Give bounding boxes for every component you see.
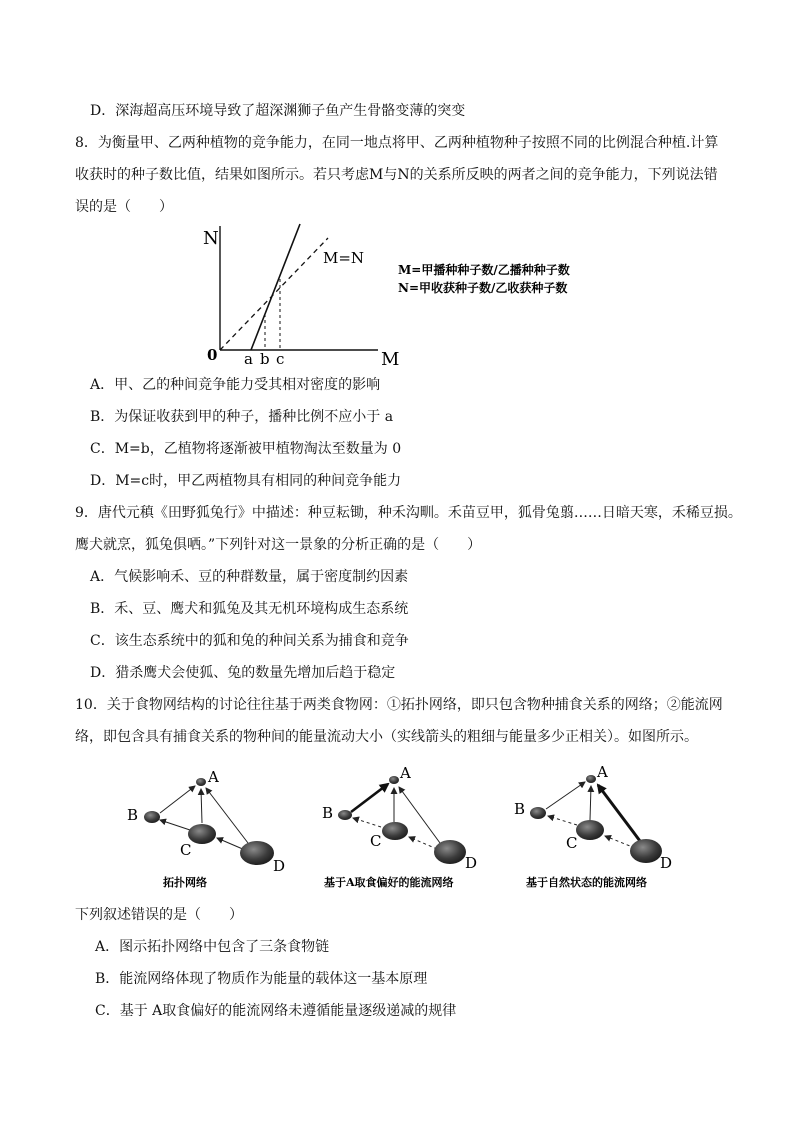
- arrow-c-to-b-dashed: [353, 818, 381, 827]
- node-c: [382, 822, 408, 840]
- question-10-option-c[interactable]: C．基于 A取食偏好的能流网络未遵循能量逐级递减的规律: [95, 1003, 457, 1019]
- question-8-option-a[interactable]: A．甲、乙的种间竞争能力受其相对密度的影响: [90, 377, 381, 393]
- node-d: [434, 840, 466, 864]
- node-d: [240, 841, 274, 865]
- food-web-figure-svg: [110, 758, 690, 898]
- node-label-d: D: [273, 857, 286, 875]
- caption-topology: 拓扑网络: [163, 876, 207, 889]
- question-8-stem-line-3: 误的是（ ）: [75, 199, 173, 215]
- question-10-prompt: 下列叙述错误的是（ ）: [75, 907, 243, 923]
- competition-graph: [195, 222, 615, 374]
- node-c: [188, 824, 216, 844]
- node-label-a: A: [208, 768, 219, 786]
- arrow-c-to-b: [160, 820, 190, 830]
- solid-line-n: [251, 224, 300, 350]
- arrow-d-to-c-dashed: [409, 837, 437, 849]
- node-b: [338, 810, 352, 820]
- arrow-d-to-c-dashed: [605, 836, 635, 848]
- node-label-d: D: [465, 854, 478, 872]
- node-label-b: B: [322, 804, 334, 822]
- node-a: [196, 778, 206, 786]
- caption-natural: 基于自然状态的能流网络: [526, 876, 647, 889]
- question-9-stem-line-1: 9．唐代元稹《田野狐兔行》中描述：种豆耘锄，种禾沟甽。禾苗豆甲，狐骨兔翦……日暗天寒，禾稀豆损。: [75, 505, 742, 521]
- question-10-option-a[interactable]: A．图示拓扑网络中包含了三条食物链: [95, 939, 330, 955]
- arrow-c-to-a: [590, 786, 591, 820]
- question-8-option-c[interactable]: C．M=b，乙植物将逐渐被甲植物淘汰至数量为 0: [90, 441, 402, 457]
- question-8-option-d[interactable]: D．M=c时，甲乙两植物具有相同的种间竞争能力: [90, 473, 402, 489]
- competition-graph-svg: [195, 222, 615, 370]
- question-9-option-d[interactable]: D．猎杀鹰犬会使狐、兔的数量先增加后趋于稳定: [90, 665, 396, 681]
- arrow-d-to-c: [217, 838, 245, 850]
- node-b: [530, 807, 546, 819]
- node-b: [144, 811, 160, 823]
- arrow-b-to-a: [160, 786, 195, 813]
- question-9-option-c[interactable]: C．该生态系统中的狐和兔的种间关系为捕食和竞争: [90, 633, 409, 649]
- arrow-c-to-a: [201, 789, 202, 823]
- legend-n: N=甲收获种子数/乙收获种子数: [398, 281, 568, 295]
- topology-network: [127, 768, 285, 889]
- energy-flow-network-natural: [514, 763, 672, 889]
- node-c: [576, 820, 604, 840]
- node-d: [630, 839, 662, 863]
- y-axis-label: N: [203, 228, 219, 249]
- node-label-c: C: [566, 834, 578, 852]
- node-label-b: B: [514, 800, 526, 818]
- origin-label: 0: [207, 346, 218, 364]
- legend-m: M=甲播种种子数/乙播种种子数: [398, 263, 570, 277]
- node-label-b: B: [127, 806, 139, 824]
- question-9-stem-line-2: 鹰犬就烹，狐兔俱哂。”下列针对这一景象的分析正确的是（ ）: [75, 537, 482, 553]
- question-9-option-a[interactable]: A．气候影响禾、豆的种群数量，属于密度制约因素: [90, 569, 409, 585]
- caption-preference: 基于A取食偏好的能流网络: [324, 876, 454, 889]
- energy-flow-network-preference: [322, 764, 477, 889]
- tick-label-a: a: [244, 350, 253, 368]
- x-axis-label: M: [381, 349, 400, 370]
- question-8-stem-line-2: 收获时的种子数比值，结果如图所示。若只考虑M与N的关系所反映的两者之间的竞争能力，下列说法错: [75, 167, 718, 183]
- arrow-b-to-a-thick: [351, 784, 388, 812]
- question-9-option-b[interactable]: B．禾、豆、鹰犬和狐兔及其无机环境构成生态系统: [90, 601, 409, 617]
- question-7-option-d: D．深海超高压环境导致了超深渊狮子鱼产生骨骼变薄的突变: [90, 103, 466, 119]
- food-web-figure: [110, 758, 690, 902]
- dashed-line-m-equals-n: [220, 238, 328, 350]
- node-label-d: D: [660, 854, 673, 872]
- node-label-c: C: [370, 832, 382, 850]
- tick-label-c: c: [276, 350, 285, 368]
- arrow-d-to-a-thick: [598, 785, 640, 841]
- question-10-option-b[interactable]: B．能流网络体现了物质作为能量的载体这一基本原理: [95, 971, 428, 987]
- arrow-c-to-b-dashed: [548, 816, 577, 825]
- question-10-stem-line-1: 10．关于食物网结构的讨论往往基于两类食物网：①拓扑网络，即只包含物种捕食关系的网络；②能流网: [75, 697, 723, 713]
- question-8-option-b[interactable]: B．为保证收获到甲的种子，播种比例不应小于 a: [90, 409, 394, 425]
- node-a: [586, 775, 596, 783]
- question-8-stem-line-1: 8．为衡量甲、乙两种植物的竞争能力，在同一地点将甲、乙两种植物种子按照不同的比例混合种植.计算: [75, 135, 719, 151]
- node-label-c: C: [180, 841, 192, 859]
- tick-label-b: b: [260, 350, 270, 368]
- question-10-stem-line-2: 络，即包含具有捕食关系的物种间的能量流动大小（实线箭头的粗细与能量多少正相关）。如图所示。: [75, 729, 698, 745]
- line-label-m-equals-n: M=N: [323, 249, 365, 267]
- arrow-b-to-a: [546, 782, 585, 809]
- node-label-a: A: [597, 763, 608, 781]
- node-label-a: A: [400, 764, 411, 782]
- node-a: [389, 776, 399, 784]
